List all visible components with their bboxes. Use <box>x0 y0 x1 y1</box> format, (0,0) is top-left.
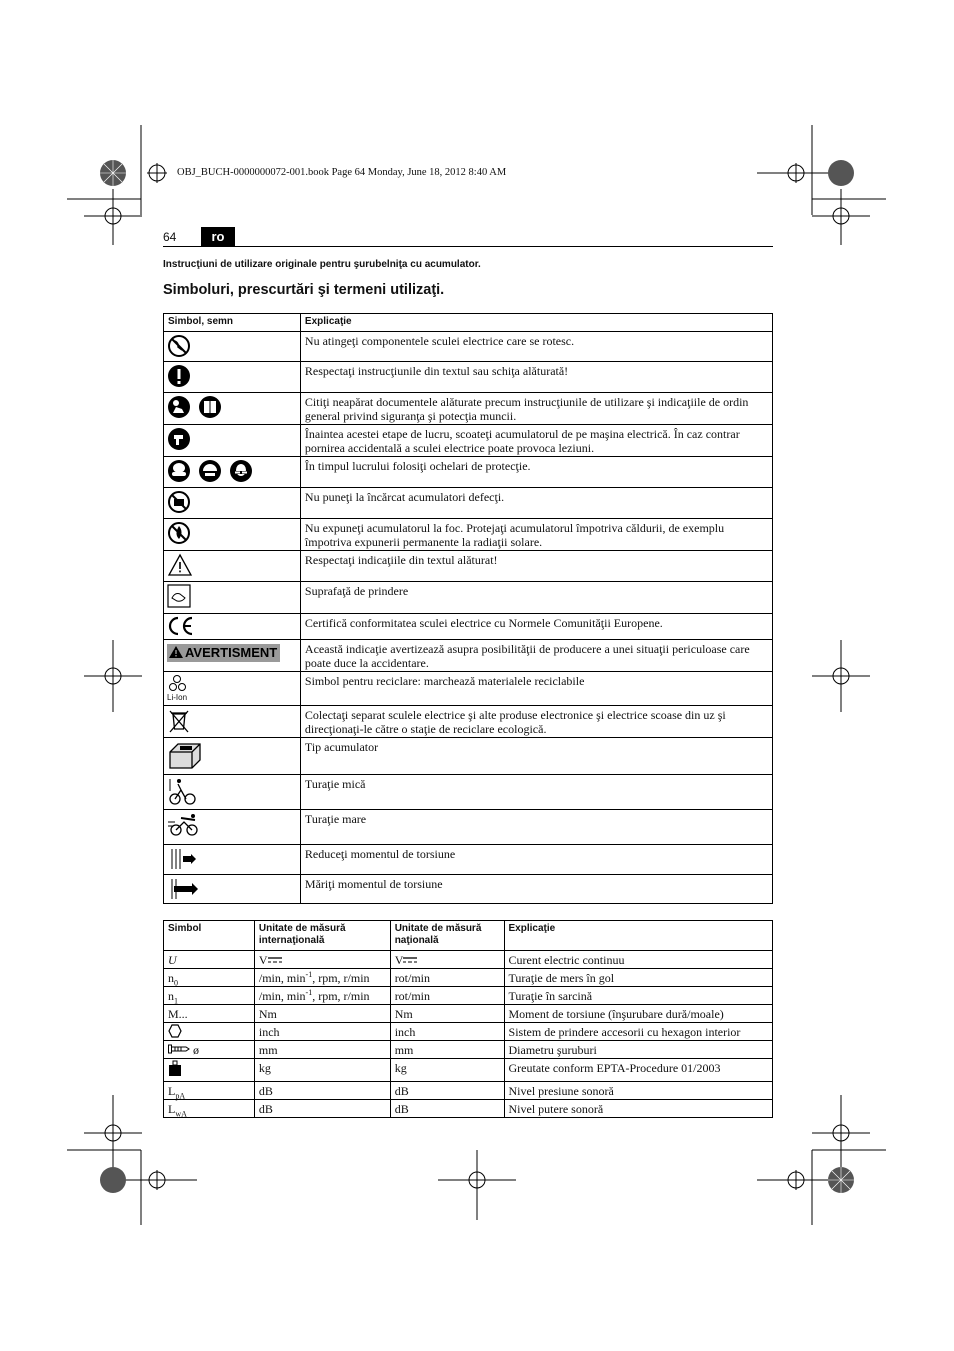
dc-symbol-icon <box>403 956 417 964</box>
table-header-row <box>164 921 773 951</box>
explanation-cell: Turaţie de mers în gol <box>504 969 772 987</box>
symbol-text: n <box>168 971 174 985</box>
symbol-cell <box>164 951 255 969</box>
goggles-icon <box>167 459 191 483</box>
natl-unit-cell: dB <box>390 1082 504 1100</box>
explanation-cell: Tip acumulator <box>300 738 772 775</box>
column-header-international-unit: Unitate de măsură internaţională <box>254 921 390 951</box>
table-row <box>164 672 773 706</box>
warning-badge <box>167 644 280 662</box>
explanation-cell: Nivel putere sonoră <box>504 1100 772 1118</box>
unit-tail: , rpm, r/min <box>312 971 370 985</box>
table-row <box>164 519 773 551</box>
table-row <box>164 362 773 393</box>
table-row <box>164 614 773 640</box>
read-person-icon <box>167 395 191 419</box>
explanation-cell: Nu atingeţi componentele sculei electrice care se rotesc. <box>300 332 772 362</box>
symbol-subscript: pA <box>175 1091 186 1101</box>
explanation-cell: Curent electric continuu <box>504 951 772 969</box>
symbol-cell <box>164 1041 255 1059</box>
table-row <box>164 1023 773 1041</box>
screw-diameter-icon <box>168 1044 190 1054</box>
table-row <box>164 551 773 582</box>
explanation-cell: Nu expuneţi acumulatorul la foc. Protejaţi acumulatorul împotriva căldurii, de exemplu împotriva expunerii permanente la radiaţii solare. <box>300 519 772 551</box>
natl-unit-cell: rot/min <box>390 987 504 1005</box>
intl-unit-cell <box>254 969 390 987</box>
intl-unit-cell: dB <box>254 1082 390 1100</box>
battery-pack-icon <box>167 740 203 772</box>
table-row <box>164 1100 773 1118</box>
table-row <box>164 488 773 519</box>
unit-tail: , rpm, r/min <box>312 989 370 1003</box>
intl-unit-cell <box>254 951 390 969</box>
explanation-cell: Respectaţi instrucţiunile din textul sau schiţa alăturată! <box>300 362 772 393</box>
explanation-cell: Măriţi momentul de torsiune <box>300 875 772 904</box>
unit-text: /min, min <box>258 989 306 1003</box>
file-info-line: OBJ_BUCH-0000000072-001.book Page 64 Monday, June 18, 2012 8:40 AM <box>177 167 507 178</box>
explanation-cell: Respectaţi indicaţiile din textul alăturat! <box>300 551 772 582</box>
symbol-subscript: 1 <box>174 996 178 1006</box>
explanation-cell: Reduceţi momentul de torsiune <box>300 845 772 875</box>
page-number: 64 <box>163 230 177 244</box>
explanation-cell: Turaţie în sarcină <box>504 987 772 1005</box>
symbol-cell <box>164 362 301 393</box>
unit-text: /min, min <box>258 971 306 985</box>
intl-unit-cell <box>254 987 390 1005</box>
column-header-symbol: Simbol <box>164 921 255 951</box>
table-row <box>164 951 773 969</box>
explanation-cell: Simbol pentru reciclare: marchează materialele reciclabile <box>300 672 772 706</box>
exclamation-icon <box>167 364 191 388</box>
unplug-icon <box>167 427 191 451</box>
torque-increase-icon <box>167 877 199 901</box>
symbol-cell <box>164 672 301 706</box>
natl-unit-cell: Nm <box>390 1005 504 1023</box>
column-header-national-unit: Unitate de măsură naţională <box>390 921 504 951</box>
table-row <box>164 845 773 875</box>
symbols-table <box>163 313 773 904</box>
explanation-cell: Această indicaţie avertizează asupra posibilităţii de producere a unei situaţii periculoase care poate duce la accidentare. <box>300 640 772 672</box>
table-row <box>164 393 773 425</box>
symbol-cell <box>164 845 301 875</box>
table-row <box>164 875 773 904</box>
ce-mark-icon <box>167 616 195 636</box>
symbol-text: U <box>168 953 177 967</box>
natl-unit-cell: mm <box>390 1041 504 1059</box>
table-row <box>164 332 773 362</box>
helmet-icon <box>198 459 222 483</box>
symbol-subscript: wA <box>175 1109 187 1119</box>
explanation-cell: Suprafaţă de prindere <box>300 582 772 614</box>
hexagon-icon <box>168 1024 182 1038</box>
symbol-cell <box>164 582 301 614</box>
no-charge-defect-icon <box>167 490 191 514</box>
units-table <box>163 920 773 1118</box>
intl-unit-cell: kg <box>254 1059 390 1082</box>
glasses-icon <box>229 459 253 483</box>
unit-text: V <box>394 953 404 967</box>
table-row <box>164 738 773 775</box>
bicycle-slow-icon <box>167 777 197 807</box>
symbol-cell <box>164 488 301 519</box>
symbol-cell <box>164 875 301 904</box>
explanation-cell: Diametru şuruburi <box>504 1041 772 1059</box>
explanation-cell: Sistem de prindere accesorii cu hexagon interior <box>504 1023 772 1041</box>
unit-text: V <box>258 953 268 967</box>
symbol-cell <box>164 1023 255 1041</box>
natl-unit-cell: inch <box>390 1023 504 1041</box>
explanation-cell: Înaintea acestei etape de lucru, scoateţi acumulatorul de pe maşina electrică. În caz contrar pornirea accidentală a sculei electrice poate provoca leziuni. <box>300 425 772 457</box>
symbol-cell <box>164 551 301 582</box>
symbol-cell <box>164 987 255 1005</box>
explanation-cell: Turaţie mică <box>300 775 772 810</box>
table-row <box>164 425 773 457</box>
manual-book-icon <box>198 395 222 419</box>
column-header-symbol: Simbol, semn <box>164 314 301 332</box>
table-row <box>164 810 773 845</box>
symbol-cell <box>164 969 255 987</box>
symbol-text: L <box>168 1084 176 1098</box>
intl-unit-cell: Nm <box>254 1005 390 1023</box>
section-title: Simboluri, prescurtări şi termeni utilizaţi. <box>163 282 445 298</box>
symbol-cell <box>164 1100 255 1118</box>
natl-unit-cell: dB <box>390 1100 504 1118</box>
table-row <box>164 706 773 738</box>
explanation-cell: Nu puneţi la încărcat acumulatori defecţi. <box>300 488 772 519</box>
column-header-explanation: Explicaţie <box>504 921 772 951</box>
grip-surface-icon <box>167 584 191 608</box>
table-row <box>164 1041 773 1059</box>
weight-icon <box>168 1060 182 1076</box>
symbol-text: n <box>168 989 174 1003</box>
symbol-cell <box>164 393 301 425</box>
torque-reduce-icon <box>167 847 197 871</box>
natl-unit-cell: kg <box>390 1059 504 1082</box>
header-rule <box>163 246 773 247</box>
symbol-cell <box>164 1082 255 1100</box>
symbol-cell: M... <box>164 1005 255 1023</box>
intl-unit-cell: mm <box>254 1041 390 1059</box>
explanation-cell: Greutate conform EPTA-Procedure 01/2003 <box>504 1059 772 1082</box>
symbol-cell <box>164 640 301 672</box>
li-ion-label: Li-Ion <box>167 693 188 702</box>
symbol-cell <box>164 519 301 551</box>
table-row <box>164 1082 773 1100</box>
intl-unit-cell: inch <box>254 1023 390 1041</box>
no-touch-rotating-icon <box>167 334 191 358</box>
bicycle-fast-icon <box>167 812 201 838</box>
weee-bin-icon <box>167 708 191 734</box>
explanation-cell: Colectaţi separat sculele electrice şi alte produse electronice şi electrice scoase din uz şi direcţionaţi-le către o staţie de reciclare ecologică. <box>300 706 772 738</box>
table-row <box>164 987 773 1005</box>
symbol-cell <box>164 457 301 488</box>
table-row <box>164 1005 773 1023</box>
symbol-cell <box>164 810 301 845</box>
table-row <box>164 1059 773 1082</box>
explanation-cell: În timpul lucrului folosiţi ochelari de protecţie. <box>300 457 772 488</box>
table-row <box>164 582 773 614</box>
table-row <box>164 969 773 987</box>
explanation-cell: Turaţie mare <box>300 810 772 845</box>
warning-small-icon <box>169 646 183 658</box>
symbol-cell <box>164 614 301 640</box>
language-badge: ro <box>201 227 235 246</box>
unit-superscript: -1 <box>305 988 313 997</box>
warning-badge-label: AVERTISMENT <box>185 645 278 660</box>
explanation-cell: Moment de torsiune (înşurubare dură/moale) <box>504 1005 772 1023</box>
table-header-row <box>164 314 773 332</box>
table-row <box>164 457 773 488</box>
symbol-cell <box>164 332 301 362</box>
no-fire-icon <box>167 521 191 545</box>
table-row <box>164 775 773 810</box>
recycle-li-ion-icon <box>167 674 197 694</box>
diameter-symbol: ø <box>193 1043 199 1057</box>
symbol-cell <box>164 425 301 457</box>
unit-superscript: -1 <box>305 970 313 979</box>
symbol-cell <box>164 706 301 738</box>
warning-triangle-icon <box>167 553 193 577</box>
natl-unit-cell <box>390 951 504 969</box>
symbol-subscript: 0 <box>174 978 178 988</box>
table-row <box>164 640 773 672</box>
document-subtitle: Instrucţiuni de utilizare originale pentru şurubelniţa cu acumulator. <box>163 259 481 270</box>
column-header-explanation: Explicaţie <box>300 314 772 332</box>
symbol-cell <box>164 738 301 775</box>
explanation-cell: Nivel presiune sonoră <box>504 1082 772 1100</box>
explanation-cell: Certifică conformitatea sculei electrice cu Normele Comunităţii Europene. <box>300 614 772 640</box>
symbol-cell <box>164 1059 255 1082</box>
intl-unit-cell: dB <box>254 1100 390 1118</box>
explanation-cell: Citiţi neapărat documentele alăturate precum instrucţiunile de utilizare şi indicaţiile de ordin general privind siguranţa şi potecţia muncii. <box>300 393 772 425</box>
symbol-text: L <box>168 1102 176 1116</box>
natl-unit-cell: rot/min <box>390 969 504 987</box>
symbol-cell <box>164 775 301 810</box>
dc-symbol-icon <box>268 956 282 964</box>
